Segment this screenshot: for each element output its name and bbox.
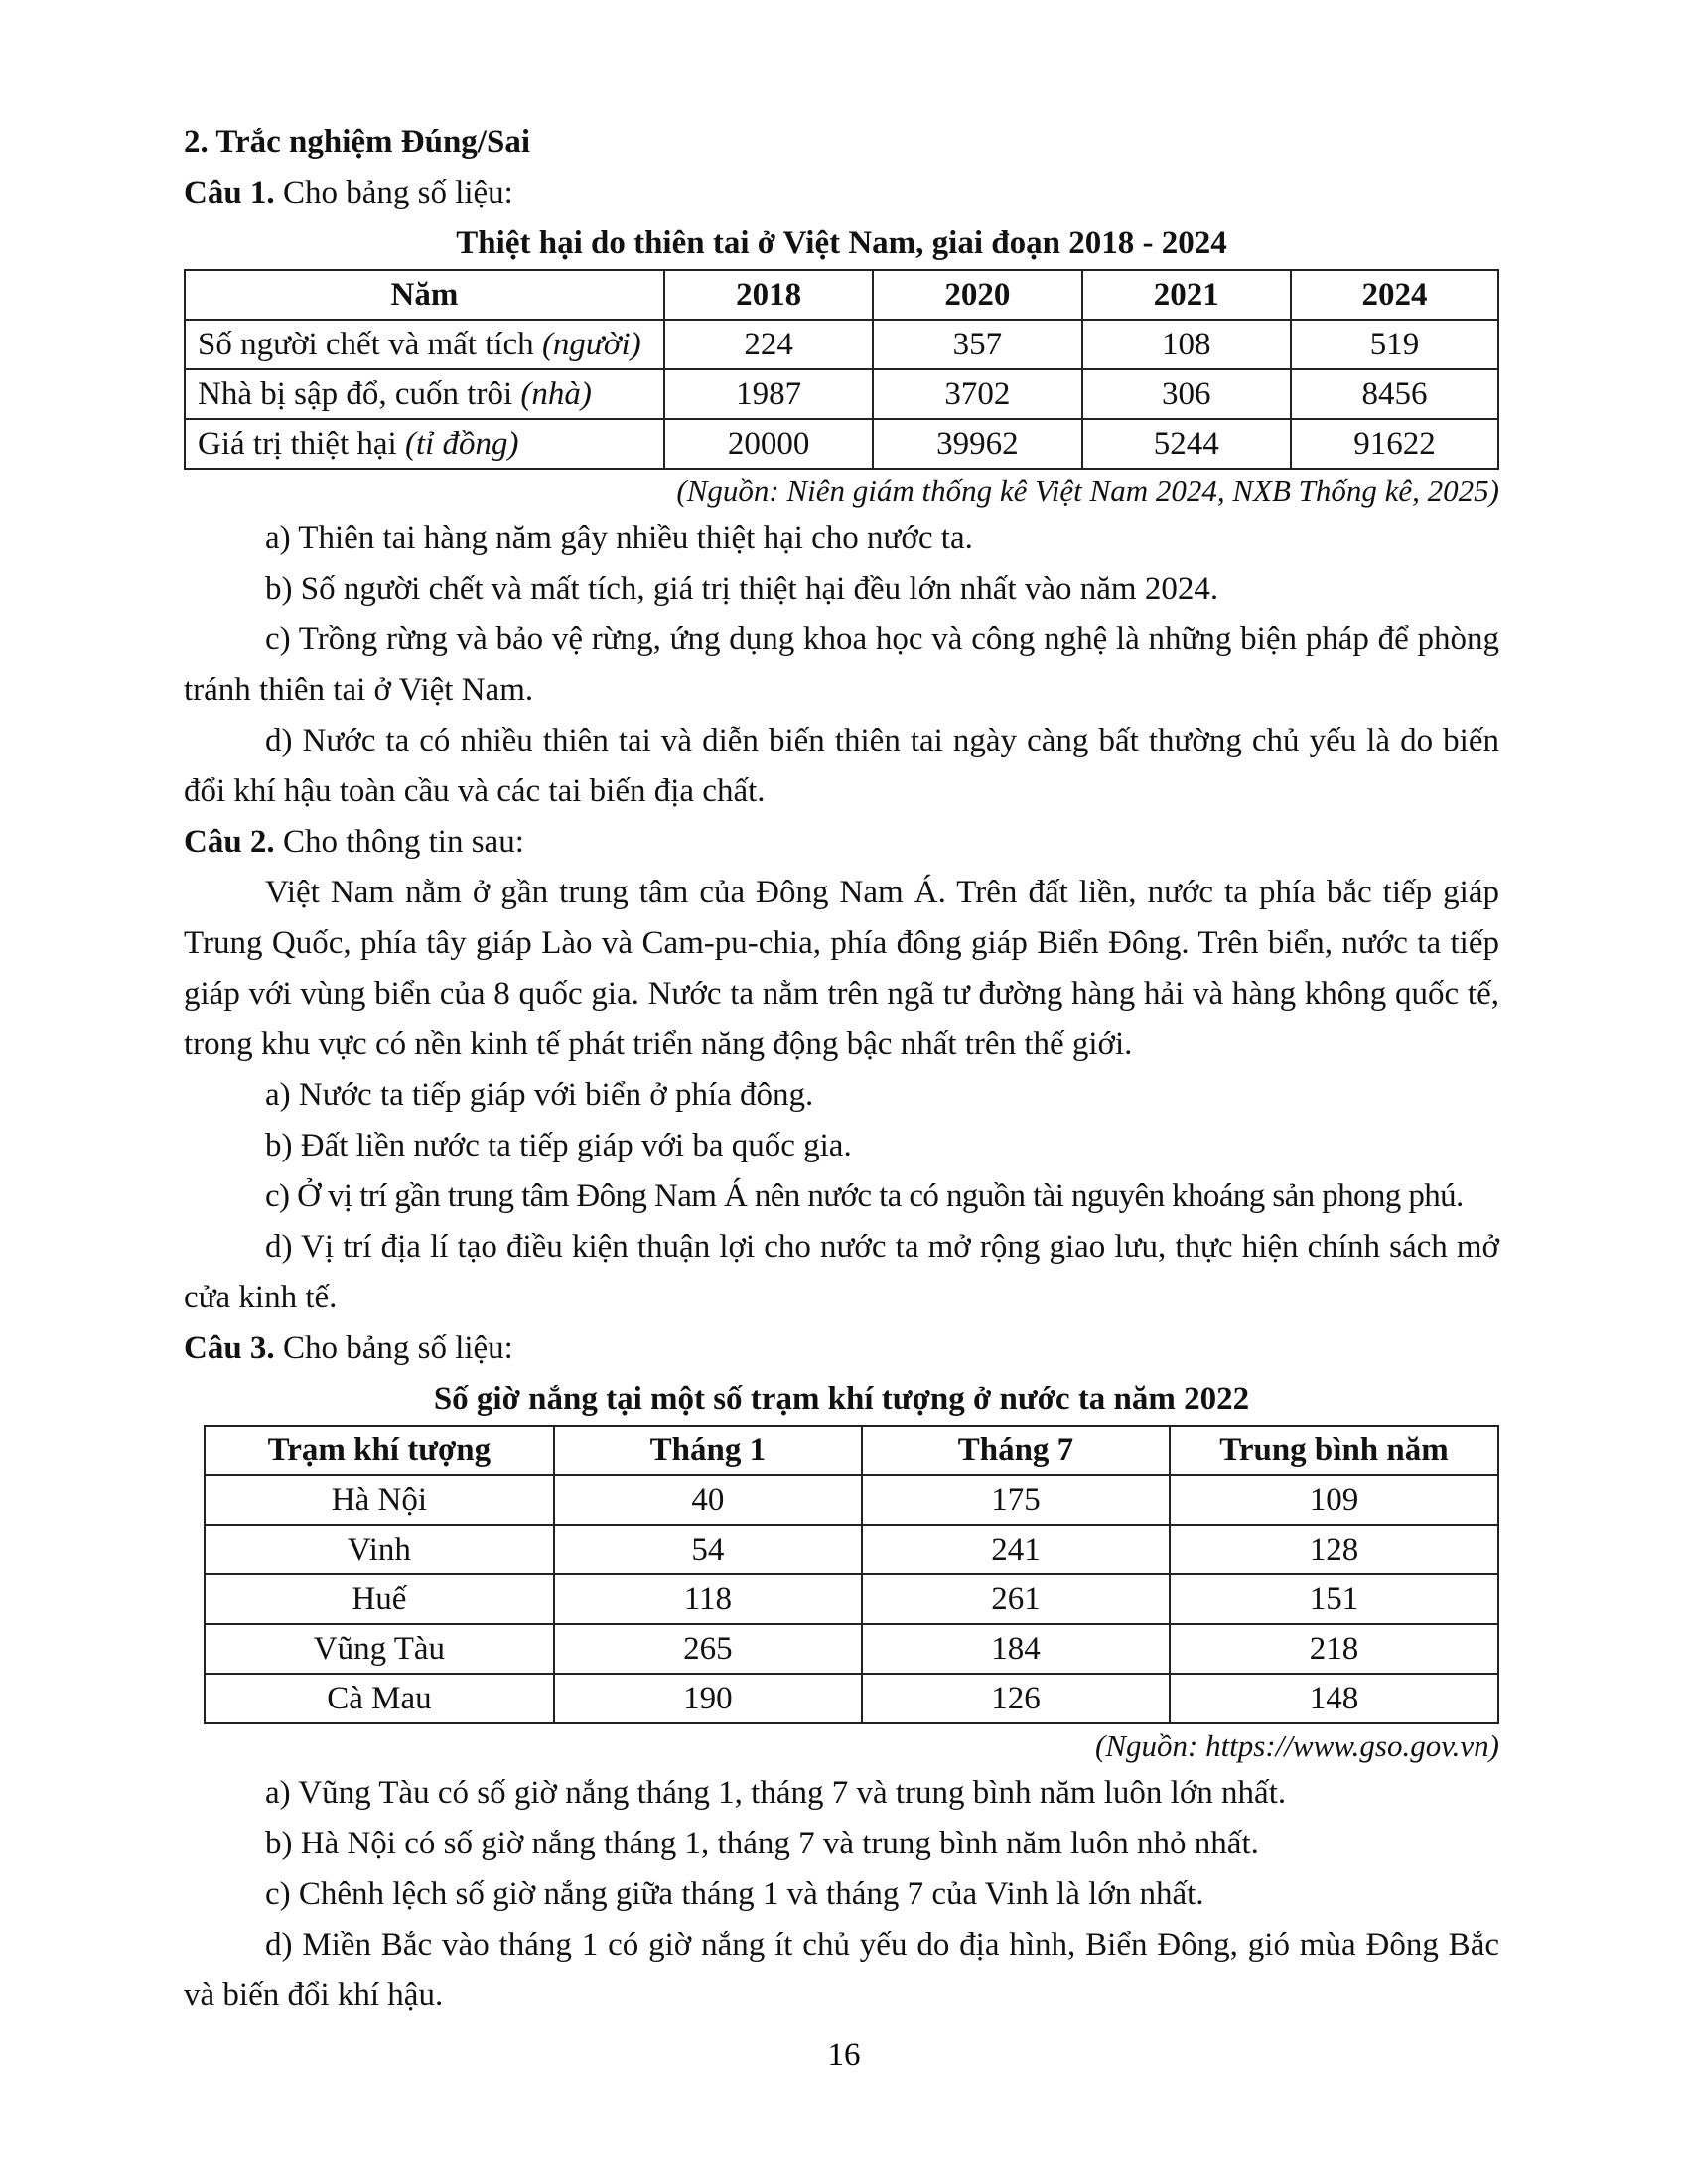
table-cell: 357 — [873, 320, 1081, 369]
row-label-text: Số người chết và mất tích — [198, 327, 542, 362]
q3-table-title: Số giờ nắng tại một số trạm khí tượng ở nước ta năm 2022 — [433, 1381, 1250, 1417]
q2-heading — [184, 817, 1499, 868]
q2-passage: Việt Nam nằm ở gần trung tâm của Đông Nam Á. Trên đất liền, nước ta phía bắc tiếp giáp Trung Quốc, phía tây giáp Lào và Cam-pu-chia, phía đông giáp Biển Đông. Trên biển, nước ta tiếp giáp với vùng biển của 8 quốc gia. Nước ta nằm trên ngã tư đường hàng hải và hàng không quốc tế, trong khu vực có nền kinh tế phát triển năng động bậc nhất trên thế giới. — [184, 875, 1499, 1062]
station-name: Vũng Tàu — [205, 1624, 554, 1674]
q3-data-table — [204, 1425, 1499, 1724]
q2-prompt: Cho thông tin sau: — [274, 824, 524, 860]
table-header-row — [205, 1426, 1498, 1475]
q1-source-note: (Nguồn: Niên giám thống kê Việt Nam 2024, NXB Thống kê, 2025) — [676, 474, 1499, 508]
table-cell: 118 — [554, 1574, 862, 1624]
q1-prompt: Cho bảng số liệu: — [274, 175, 513, 210]
station-name: Hà Nội — [205, 1475, 554, 1525]
document-page — [184, 117, 1499, 2021]
table-header-cell: 2020 — [873, 270, 1081, 320]
table-row — [205, 1674, 1498, 1723]
row-unit: (người) — [541, 327, 641, 362]
table-cell: 519 — [1291, 320, 1498, 369]
table-row — [205, 1475, 1498, 1525]
table-header-cell: 2021 — [1082, 270, 1291, 320]
table-cell: 190 — [554, 1674, 862, 1723]
table-cell: 109 — [1170, 1475, 1498, 1525]
station-name: Vinh — [205, 1525, 554, 1574]
table-header-cell: Tháng 1 — [554, 1426, 862, 1475]
q1-data-table — [184, 269, 1499, 470]
table-header-row — [185, 270, 1498, 320]
table-header-cell: 2024 — [1291, 270, 1498, 320]
table-cell: 265 — [554, 1624, 862, 1674]
table-cell: 39962 — [873, 419, 1081, 469]
q3-statement-a: a) Vũng Tàu có số giờ nắng tháng 1, tháng 7 và trung bình năm luôn lớn nhất. — [265, 1775, 1287, 1811]
row-label — [185, 320, 664, 369]
table-cell: 5244 — [1082, 419, 1291, 469]
table-cell: 175 — [862, 1475, 1170, 1525]
q2-statement-d: d) Vị trí địa lí tạo điều kiện thuận lợi cho nước ta mở rộng giao lưu, thực hiện chính sách mở cửa kinh tế. — [184, 1229, 1499, 1315]
q3-label: Câu 3. — [184, 1330, 275, 1366]
table-cell: 126 — [862, 1674, 1170, 1723]
table-cell: 8456 — [1291, 369, 1498, 419]
row-unit: (nhà) — [520, 376, 592, 412]
q3-heading — [184, 1323, 1499, 1374]
q1-statement-d: d) Nước ta có nhiều thiên tai và diễn biến thiên tai ngày càng bất thường chủ yếu là do biến đổi khí hậu toàn cầu và các tai biến địa chất. — [184, 723, 1499, 809]
table-cell: 3702 — [873, 369, 1081, 419]
table-row — [185, 419, 1498, 469]
q1-table-title: Thiệt hại do thiên tai ở Việt Nam, giai đoạn 2018 - 2024 — [456, 225, 1227, 261]
table-cell: 306 — [1082, 369, 1291, 419]
table-row — [185, 320, 1498, 369]
table-cell: 148 — [1170, 1674, 1498, 1723]
row-unit: (tỉ đồng) — [404, 426, 519, 462]
q2-statement-c: c) Ở vị trí gần trung tâm Đông Nam Á nên nước ta có nguồn tài nguyên khoáng sản phong phú. — [265, 1178, 1464, 1214]
q1-heading — [184, 168, 1499, 218]
table-cell: 184 — [862, 1624, 1170, 1674]
q3-statement-b: b) Hà Nội có số giờ nắng tháng 1, tháng 7 và trung bình năm luôn nhỏ nhất. — [265, 1826, 1259, 1861]
q3-statement-d: d) Miền Bắc vào tháng 1 có giờ nắng ít chủ yếu do địa hình, Biển Đông, gió mùa Đông Bắc và biến đổi khí hậu. — [184, 1927, 1499, 2013]
table-cell: 20000 — [664, 419, 873, 469]
table-row — [205, 1525, 1498, 1574]
row-label — [185, 369, 664, 419]
station-name: Cà Mau — [205, 1674, 554, 1723]
table-header-cell: 2018 — [664, 270, 873, 320]
q2-statement-b: b) Đất liền nước ta tiếp giáp với ba quốc gia. — [265, 1128, 852, 1163]
page-number: 16 — [827, 2037, 861, 2073]
row-label-text: Nhà bị sập đổ, cuốn trôi — [198, 376, 521, 412]
row-label — [185, 419, 664, 469]
q3-source-note: (Nguồn: https://www.gso.gov.vn) — [1095, 1728, 1499, 1763]
table-row — [185, 369, 1498, 419]
q2-statement-a: a) Nước ta tiếp giáp với biển ở phía đông. — [265, 1077, 814, 1113]
row-label-text: Giá trị thiệt hại — [198, 426, 405, 462]
q1-statement-a: a) Thiên tai hàng năm gây nhiều thiệt hại cho nước ta. — [265, 520, 973, 556]
section-title: 2. Trắc nghiệm Đúng/Sai — [184, 124, 530, 160]
table-cell: 224 — [664, 320, 873, 369]
table-cell: 261 — [862, 1574, 1170, 1624]
q1-statement-c: c) Trồng rừng và bảo vệ rừng, ứng dụng khoa học và công nghệ là những biện pháp để phòng tránh thiên tai ở Việt Nam. — [184, 621, 1499, 708]
table-cell: 40 — [554, 1475, 862, 1525]
q1-statement-b: b) Số người chết và mất tích, giá trị thiệt hại đều lớn nhất vào năm 2024. — [265, 571, 1219, 607]
table-cell: 54 — [554, 1525, 862, 1574]
table-header-cell: Trung bình năm — [1170, 1426, 1498, 1475]
station-name: Huế — [205, 1574, 554, 1624]
table-cell: 151 — [1170, 1574, 1498, 1624]
table-header-cell: Trạm khí tượng — [205, 1426, 554, 1475]
table-row — [205, 1574, 1498, 1624]
q3-statement-c: c) Chênh lệch số giờ nắng giữa tháng 1 và tháng 7 của Vinh là lớn nhất. — [265, 1876, 1204, 1912]
table-cell: 108 — [1082, 320, 1291, 369]
q1-label: Câu 1. — [184, 175, 275, 210]
table-cell: 241 — [862, 1525, 1170, 1574]
table-header-cell: Tháng 7 — [862, 1426, 1170, 1475]
table-header-cell: Năm — [185, 270, 664, 320]
table-cell: 128 — [1170, 1525, 1498, 1574]
table-cell: 91622 — [1291, 419, 1498, 469]
table-cell: 1987 — [664, 369, 873, 419]
table-cell: 218 — [1170, 1624, 1498, 1674]
table-row — [205, 1624, 1498, 1674]
q2-label: Câu 2. — [184, 824, 275, 860]
q3-prompt: Cho bảng số liệu: — [274, 1330, 513, 1366]
